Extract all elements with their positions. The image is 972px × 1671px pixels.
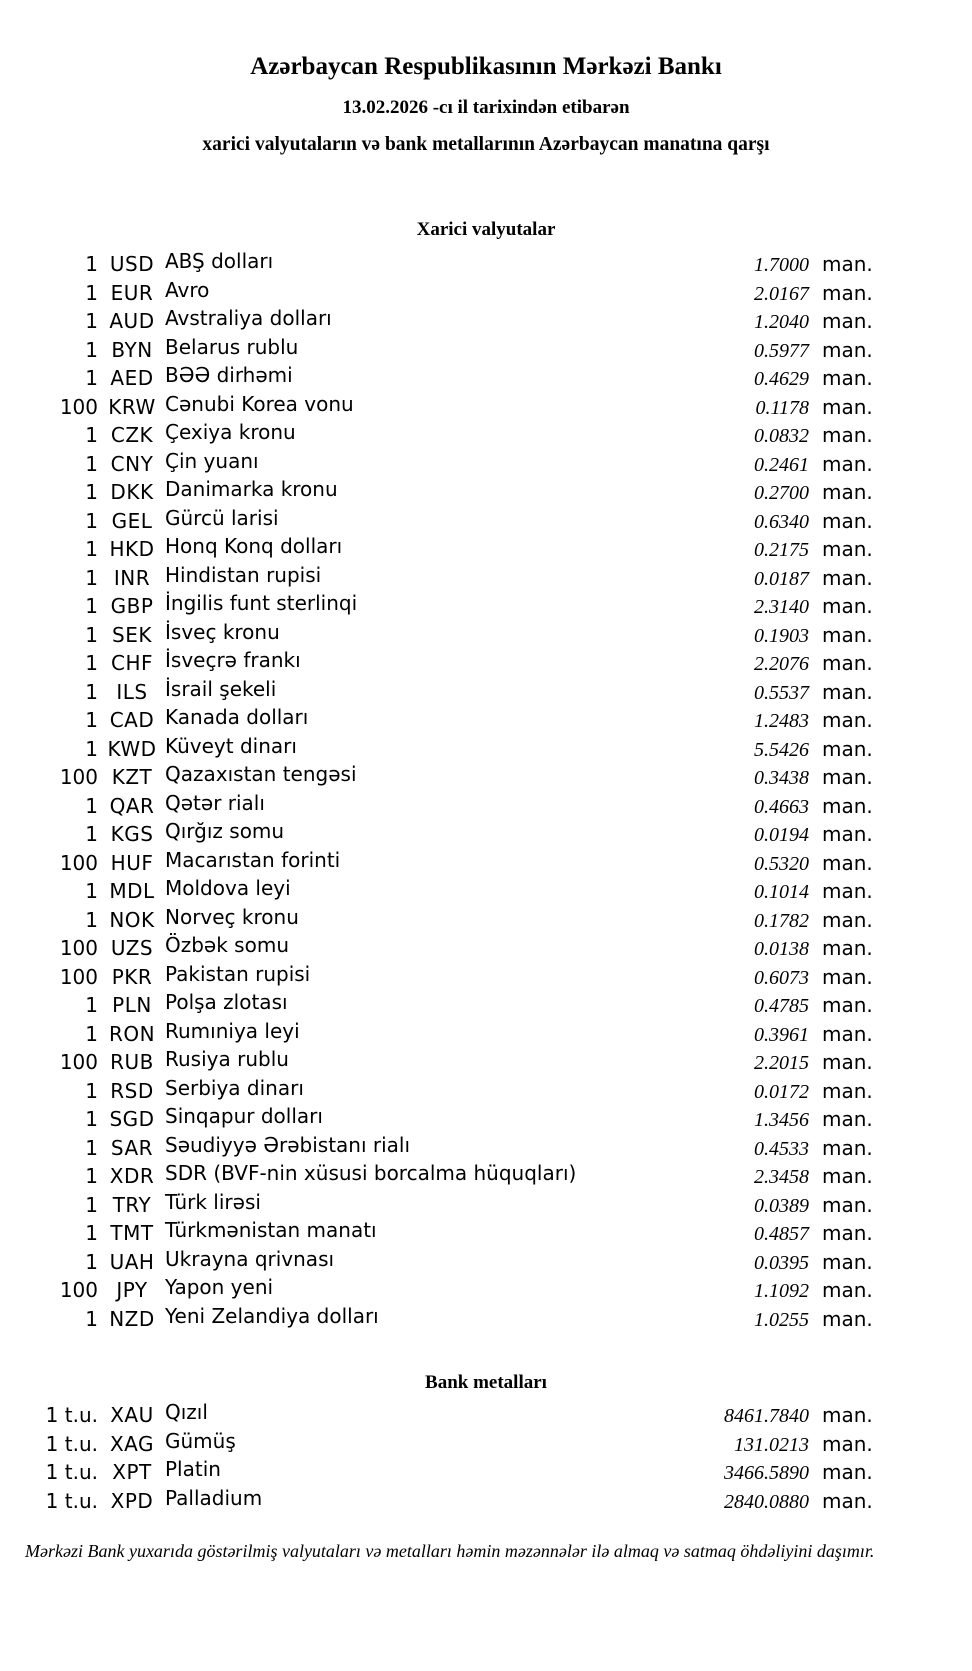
table-row: [0, 1487, 972, 1516]
row-rate-value: 1.3456: [754, 1109, 809, 1131]
currencies-section-heading: Xarici valyutalar: [416, 219, 556, 240]
table-row: [0, 963, 972, 992]
effective-date-line: 13.02.2026 -cı il tarixindən etibarən: [342, 97, 630, 118]
row-quantity: 1: [85, 480, 98, 504]
table-row: [0, 1048, 972, 1077]
table-row: [0, 820, 972, 849]
row-currency-name: Gürcü larisi: [165, 505, 279, 530]
row-rate-value: 0.6340: [754, 510, 809, 533]
table-row: [0, 649, 972, 678]
row-quantity: 1: [85, 451, 98, 476]
table-row: [0, 934, 972, 963]
row-currency-code: SGD: [109, 1107, 155, 1131]
row-unit-label: man.: [822, 394, 873, 419]
row-rate-value: 8461.7840: [724, 1405, 809, 1427]
row-currency-name: Pakistan rupisi: [165, 961, 311, 986]
row-quantity: 1: [85, 565, 98, 590]
row-currency-name: Türkmənistan manatı: [165, 1218, 377, 1242]
table-row: [0, 1077, 972, 1106]
row-rate-value: 2.3140: [754, 596, 809, 618]
row-currency-name: Polşa zlotası: [165, 990, 288, 1014]
row-quantity: 1: [85, 537, 98, 561]
table-row: [0, 706, 972, 735]
row-rate-value: 3466.5890: [724, 1462, 809, 1484]
row-quantity: 1: [85, 1192, 98, 1217]
row-quantity: 1 t.u.: [45, 1460, 98, 1484]
row-quantity: 1 t.u.: [45, 1431, 98, 1456]
row-unit-label: man.: [822, 594, 873, 618]
row-rate-value: 0.0389: [754, 1194, 809, 1217]
row-quantity: 1: [85, 1221, 98, 1245]
row-currency-code: KWD: [107, 736, 157, 761]
row-unit-label: man.: [822, 1164, 873, 1188]
row-currency-code: NZD: [109, 1306, 155, 1331]
row-rate-value: 0.5537: [754, 681, 809, 704]
row-rate-value: 5.5426: [754, 738, 809, 761]
row-quantity: 1: [85, 822, 98, 846]
row-unit-label: man.: [822, 1431, 873, 1456]
row-currency-name: Kanada dolları: [165, 705, 309, 729]
table-row: [0, 1305, 972, 1334]
row-unit-label: man.: [822, 565, 873, 590]
row-rate-value: 0.0832: [754, 425, 809, 447]
row-rate-value: 0.0395: [754, 1251, 809, 1274]
table-row: [0, 1276, 972, 1305]
row-currency-name: ABŞ dolları: [165, 249, 274, 273]
row-currency-code: XPT: [112, 1460, 152, 1484]
row-quantity: 100: [59, 964, 98, 989]
row-currency-code: AUD: [109, 309, 155, 333]
row-rate-value: 0.4629: [754, 368, 809, 390]
row-quantity: 1: [85, 708, 98, 732]
table-row: [0, 1020, 972, 1049]
row-currency-name: Macarıstan forinti: [165, 847, 341, 872]
row-unit-label: man.: [822, 708, 873, 732]
row-currency-name: İsrail şekeli: [165, 676, 277, 701]
row-currency-name: Yeni Zelandiya dolları: [165, 1303, 379, 1328]
row-quantity: 100: [59, 765, 98, 789]
row-rate-value: 0.4663: [754, 795, 809, 818]
row-rate-value: 1.7000: [754, 254, 809, 276]
row-currency-code: JPY: [116, 1278, 148, 1302]
row-quantity: 1: [85, 736, 98, 761]
row-unit-label: man.: [822, 1278, 873, 1302]
row-currency-name: Platin: [165, 1457, 221, 1481]
row-currency-name: Çin yuanı: [165, 448, 259, 473]
row-unit-label: man.: [822, 1078, 873, 1103]
table-row: [0, 906, 972, 935]
row-unit-label: man.: [822, 679, 873, 704]
row-quantity: 1: [85, 1164, 98, 1188]
row-currency-name: Moldova leyi: [165, 876, 291, 900]
row-unit-label: man.: [822, 1488, 873, 1513]
row-currency-name: Norveç kronu: [165, 904, 299, 929]
row-rate-value: 2.2076: [754, 653, 809, 675]
row-currency-code: ILS: [116, 679, 148, 704]
row-currency-code: SAR: [110, 1135, 154, 1160]
row-currency-name: Palladium: [165, 1485, 263, 1510]
row-rate-value: 0.2700: [754, 482, 809, 504]
row-rate-value: 0.4857: [754, 1223, 809, 1245]
row-unit-label: man.: [822, 622, 873, 647]
row-currency-code: GBP: [110, 594, 154, 618]
currency-table: [0, 250, 972, 1333]
row-currency-code: PKR: [111, 964, 153, 989]
table-row: [0, 735, 972, 764]
row-currency-name: Küveyt dinarı: [165, 733, 297, 758]
table-row: [0, 991, 972, 1020]
row-currency-code: UAH: [109, 1249, 155, 1274]
table-row: [0, 763, 972, 792]
row-currency-name: Səudiyyə Ərəbistanı rialı: [165, 1132, 411, 1157]
row-rate-value: 0.0138: [754, 938, 809, 960]
table-row: [0, 1191, 972, 1220]
row-currency-code: CHF: [110, 651, 153, 675]
row-unit-label: man.: [822, 480, 873, 504]
row-rate-value: 0.0172: [754, 1080, 809, 1103]
row-unit-label: man.: [822, 1221, 873, 1245]
row-unit-label: man.: [822, 1249, 873, 1274]
row-unit-label: man.: [822, 337, 873, 362]
row-currency-code: QAR: [109, 793, 155, 818]
row-unit-label: man.: [822, 451, 873, 476]
row-currency-name: Hindistan rupisi: [165, 562, 322, 587]
row-currency-name: SDR (BVF-nin xüsusi borcalma hüquqları): [165, 1161, 577, 1185]
row-unit-label: man.: [822, 1403, 873, 1427]
table-row: [0, 1430, 972, 1459]
metals-table: [0, 1401, 972, 1515]
row-rate-value: 2840.0880: [724, 1490, 809, 1513]
row-currency-code: BYN: [111, 337, 153, 362]
row-quantity: 1: [85, 337, 98, 362]
row-currency-name: Avstraliya dolları: [165, 306, 332, 330]
row-currency-name: Serbiya dinarı: [165, 1075, 304, 1100]
table-row: [0, 1458, 972, 1487]
row-unit-label: man.: [822, 1192, 873, 1217]
disclaimer-note: Mərkəzi Bank yuxarıda göstərilmiş valyutaları və metalları həmin məzənnələr ilə almaq və satmaq öhdəliyini daşımır.: [25, 1541, 875, 1561]
row-currency-code: GEL: [111, 508, 153, 533]
row-quantity: 1 t.u.: [45, 1403, 98, 1427]
row-rate-value: 1.0255: [754, 1308, 809, 1331]
row-unit-label: man.: [822, 280, 873, 305]
row-currency-code: RUB: [110, 1050, 154, 1074]
row-currency-code: XAU: [110, 1403, 154, 1427]
row-rate-value: 131.0213: [734, 1433, 809, 1456]
row-quantity: 1: [85, 1021, 98, 1046]
row-quantity: 1: [85, 1306, 98, 1331]
row-rate-value: 0.1782: [754, 909, 809, 932]
row-rate-value: 0.3961: [754, 1023, 809, 1046]
table-row: [0, 535, 972, 564]
row-quantity: 1 t.u.: [45, 1488, 98, 1513]
page-title: Azərbaycan Respublikasının Mərkəzi Bankı: [250, 53, 722, 80]
row-currency-name: Özbək somu: [165, 933, 289, 957]
row-currency-code: XAG: [109, 1431, 155, 1456]
row-rate-value: 0.0187: [754, 567, 809, 590]
row-rate-value: 0.2461: [754, 453, 809, 476]
row-unit-label: man.: [822, 537, 873, 561]
row-quantity: 100: [59, 936, 98, 960]
table-row: [0, 393, 972, 422]
row-quantity: 1: [85, 309, 98, 333]
row-unit-label: man.: [822, 822, 873, 846]
row-currency-code: PLN: [112, 993, 152, 1017]
row-rate-value: 0.1903: [754, 624, 809, 647]
row-rate-value: 2.2015: [754, 1052, 809, 1074]
table-row: [0, 336, 972, 365]
row-currency-name: İsveçrə frankı: [165, 648, 301, 672]
row-unit-label: man.: [822, 907, 873, 932]
row-currency-name: BƏƏ dirhəmi: [165, 363, 293, 387]
row-rate-value: 0.3438: [754, 767, 809, 789]
row-currency-code: HKD: [109, 537, 155, 561]
row-currency-code: CNY: [110, 451, 154, 476]
table-row: [0, 279, 972, 308]
row-quantity: 1: [85, 1078, 98, 1103]
row-currency-code: AED: [110, 366, 154, 390]
row-quantity: 1: [85, 280, 98, 305]
row-rate-value: 1.1092: [754, 1280, 809, 1302]
row-unit-label: man.: [822, 936, 873, 960]
row-currency-code: HUF: [110, 850, 154, 875]
row-quantity: 1: [85, 651, 98, 675]
metals-section-heading: Bank metalları: [425, 1372, 547, 1393]
row-unit-label: man.: [822, 765, 873, 789]
row-currency-name: İsveç kronu: [165, 619, 280, 644]
row-currency-name: Belarus rublu: [165, 334, 299, 359]
row-unit-label: man.: [822, 309, 873, 333]
row-currency-name: Qətər rialı: [165, 790, 265, 815]
row-unit-label: man.: [822, 850, 873, 875]
row-unit-label: man.: [822, 252, 873, 276]
table-row: [0, 849, 972, 878]
row-currency-name: Rumıniya leyi: [165, 1018, 300, 1043]
row-quantity: 100: [59, 394, 98, 419]
row-currency-code: RSD: [110, 1078, 154, 1103]
row-quantity: 1: [85, 879, 98, 903]
row-currency-name: Sinqapur dolları: [165, 1104, 323, 1128]
row-rate-value: 0.1014: [754, 881, 809, 903]
row-currency-name: Qırğız somu: [165, 819, 285, 843]
row-unit-label: man.: [822, 366, 873, 390]
row-quantity: 100: [59, 1278, 98, 1302]
table-row: [0, 421, 972, 450]
row-currency-name: Avro: [165, 277, 210, 302]
row-unit-label: man.: [822, 1460, 873, 1484]
row-quantity: 1: [85, 993, 98, 1017]
row-rate-value: 1.2483: [754, 710, 809, 732]
row-quantity: 1: [85, 366, 98, 390]
row-currency-name: Qızıl: [165, 1400, 208, 1424]
row-currency-name: Honq Konq dolları: [165, 534, 343, 558]
row-unit-label: man.: [822, 964, 873, 989]
row-unit-label: man.: [822, 793, 873, 818]
row-rate-value: 0.4785: [754, 995, 809, 1017]
table-row: [0, 877, 972, 906]
row-unit-label: man.: [822, 1306, 873, 1331]
row-currency-code: KGS: [110, 822, 154, 846]
row-currency-code: CAD: [109, 708, 155, 732]
row-unit-label: man.: [822, 651, 873, 675]
row-currency-name: Ukrayna qrivnası: [165, 1246, 335, 1271]
row-currency-name: Gümüş: [165, 1428, 236, 1453]
row-unit-label: man.: [822, 508, 873, 533]
row-currency-code: RON: [108, 1021, 156, 1046]
table-row: [0, 564, 972, 593]
row-currency-code: KZT: [111, 765, 153, 789]
table-row: [0, 307, 972, 336]
table-row: [0, 450, 972, 479]
row-currency-name: Yapon yeni: [165, 1275, 274, 1299]
row-quantity: 1: [85, 793, 98, 818]
row-currency-name: Cənubi Korea vonu: [165, 391, 354, 416]
row-currency-code: SEK: [112, 622, 152, 647]
row-rate-value: 0.5320: [754, 852, 809, 875]
row-quantity: 1: [85, 252, 98, 276]
table-row: [0, 678, 972, 707]
row-quantity: 1: [85, 622, 98, 647]
row-unit-label: man.: [822, 1021, 873, 1046]
row-quantity: 1: [85, 679, 98, 704]
page-subtitle: xarici valyutaların və bank metallarının Azərbaycan manatına qarşı: [202, 134, 770, 155]
row-currency-code: XDR: [109, 1164, 155, 1188]
row-rate-value: 2.3458: [754, 1166, 809, 1188]
row-rate-value: 0.2175: [754, 539, 809, 561]
row-currency-name: Türk lirəsi: [165, 1189, 261, 1214]
row-currency-name: Rusiya rublu: [165, 1047, 289, 1071]
row-unit-label: man.: [822, 423, 873, 447]
row-quantity: 1: [85, 1249, 98, 1274]
row-currency-code: KRW: [108, 394, 156, 419]
table-row: [0, 1105, 972, 1134]
row-currency-code: TRY: [112, 1192, 152, 1217]
table-row: [0, 592, 972, 621]
row-quantity: 100: [59, 850, 98, 875]
row-currency-name: Qazaxıstan tengəsi: [165, 762, 357, 786]
table-row: [0, 1401, 972, 1430]
row-currency-code: CZK: [110, 423, 154, 447]
table-row: [0, 1219, 972, 1248]
row-unit-label: man.: [822, 1050, 873, 1074]
row-quantity: 1: [85, 1107, 98, 1131]
row-rate-value: 0.4533: [754, 1137, 809, 1160]
row-quantity: 1: [85, 907, 98, 932]
row-quantity: 1: [85, 594, 98, 618]
row-rate-value: 2.0167: [754, 282, 809, 305]
table-row: [0, 1134, 972, 1163]
row-unit-label: man.: [822, 736, 873, 761]
row-quantity: 1: [85, 508, 98, 533]
table-row: [0, 364, 972, 393]
row-currency-code: UZS: [110, 936, 154, 960]
row-rate-value: 0.6073: [754, 966, 809, 989]
row-rate-value: 0.0194: [754, 824, 809, 846]
row-currency-code: MDL: [109, 879, 155, 903]
table-row: [0, 250, 972, 279]
row-currency-code: DKK: [110, 480, 154, 504]
row-unit-label: man.: [822, 1107, 873, 1131]
row-currency-code: EUR: [110, 280, 154, 305]
row-quantity: 1: [85, 1135, 98, 1160]
row-currency-code: INR: [113, 565, 151, 590]
row-unit-label: man.: [822, 993, 873, 1017]
row-currency-code: USD: [109, 252, 155, 276]
row-rate-value: 0.1178: [755, 396, 809, 419]
row-unit-label: man.: [822, 1135, 873, 1160]
table-row: [0, 1162, 972, 1191]
row-currency-code: NOK: [109, 907, 155, 932]
row-quantity: 100: [59, 1050, 98, 1074]
table-row: [0, 621, 972, 650]
row-rate-value: 1.2040: [754, 311, 809, 333]
row-currency-code: TMT: [110, 1221, 154, 1245]
table-row: [0, 507, 972, 536]
table-row: [0, 478, 972, 507]
row-currency-name: Çexiya kronu: [165, 420, 296, 444]
row-unit-label: man.: [822, 879, 873, 903]
row-rate-value: 0.5977: [754, 339, 809, 362]
table-row: [0, 792, 972, 821]
table-row: [0, 1248, 972, 1277]
row-currency-name: Danimarka kronu: [165, 477, 338, 501]
row-currency-name: İngilis funt sterlinqi: [165, 591, 358, 615]
row-currency-code: XPD: [110, 1488, 154, 1513]
row-quantity: 1: [85, 423, 98, 447]
